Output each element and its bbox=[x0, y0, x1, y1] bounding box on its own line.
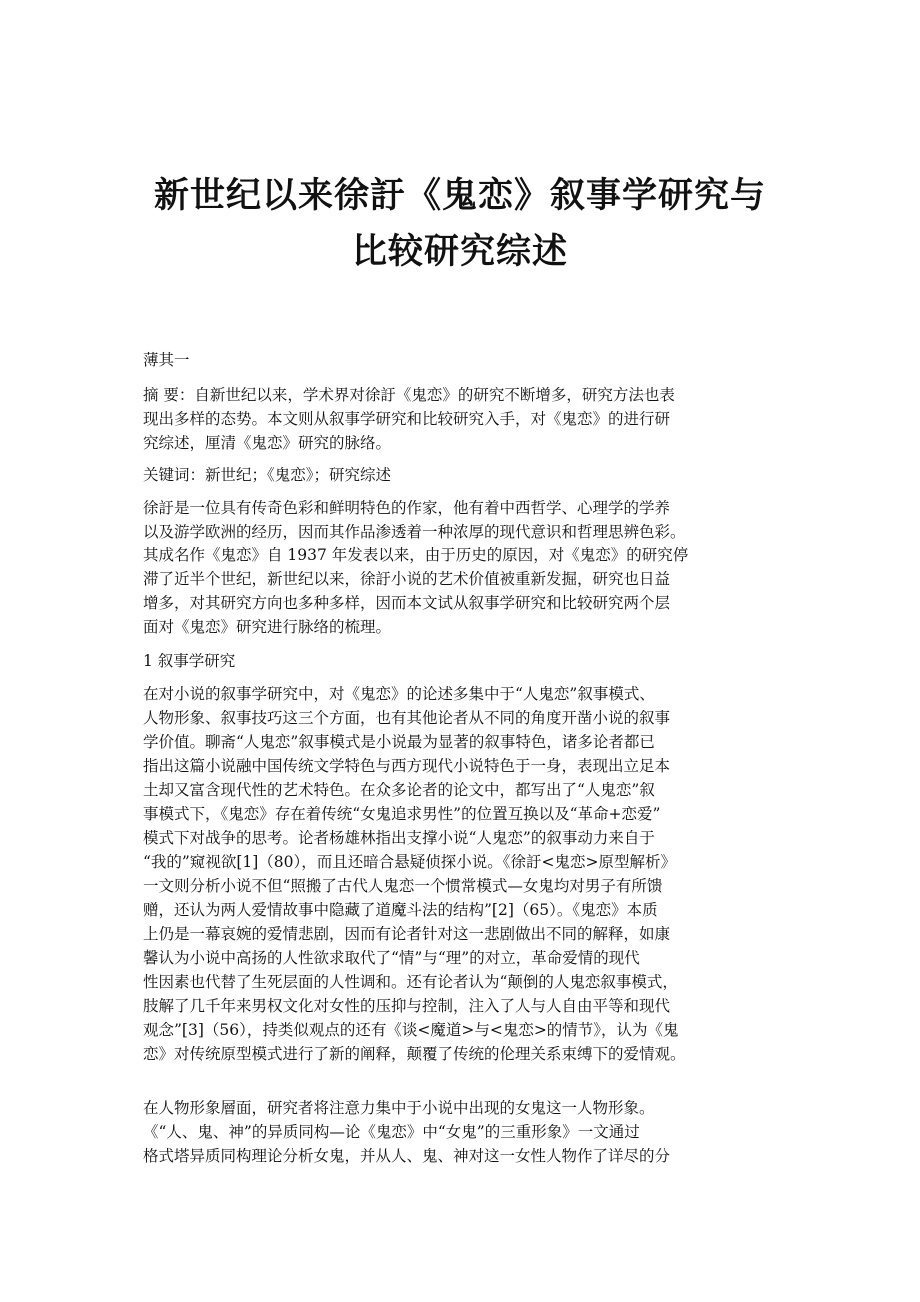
paragraph-line: 指出这篇小说融中国传统文学特色与西方现代小说特色于一身，表现出立足本 bbox=[143, 757, 671, 775]
paragraph-line: 赠，还认为两人爱情故事中隐藏了道魔斗法的结构”[2]（65）。《鬼恋》本质 bbox=[143, 901, 658, 919]
abstract-line: 现出多样的态势。本文则从叙事学研究和比较研究入手，对《鬼恋》的进行研 bbox=[143, 410, 671, 428]
keywords: 关键词：新世纪；《鬼恋》；研究综述 bbox=[143, 466, 392, 484]
title-line-1: 新世纪以来徐訏《鬼恋》叙事学研究与 bbox=[153, 175, 766, 216]
paragraph-line: 以及游学欧洲的经历，因而其作品渗透着一种浓厚的现代意识和哲理思辨色彩。 bbox=[143, 523, 686, 541]
paragraph-line: 面对《鬼恋》研究进行脉络的梳理。 bbox=[143, 618, 392, 636]
paragraph-line: 恋》对传统原型模式进行了新的阐释，颠覆了传统的伦理关系束缚下的爱情观。 bbox=[143, 1045, 686, 1063]
paragraph-line: 格式塔异质同构理论分析女鬼，并从人、鬼、神对这一女性人物作了详尽的分 bbox=[143, 1147, 671, 1165]
paragraph-line: 滞了近半个世纪，新世纪以来，徐訏小说的艺术价值被重新发掘，研究也日益 bbox=[143, 570, 671, 588]
paragraph-line: 在对小说的叙事学研究中，对《鬼恋》的论述多集中于“人鬼恋”叙事模式、 bbox=[143, 685, 655, 703]
paragraph-line: “我的”窥视欲[1]（80），而且还暗合悬疑侦探小说。《徐訏<鬼恋>原型解析》 bbox=[143, 853, 677, 871]
paragraph-line: 上仍是一幕哀婉的爱情悲剧，因而有论者针对这一悲剧做出不同的解释，如康 bbox=[143, 925, 671, 943]
paragraph-line: 在人物形象層面，研究者将注意力集中于小说中出现的女鬼这一人物形象。 bbox=[143, 1099, 655, 1117]
paragraph-line: 事模式下，《鬼恋》存在着传统“女鬼追求男性”的位置互换以及“革命+恋爱” bbox=[143, 805, 661, 823]
paragraph-line: 增多，对其研究方向也多种多样，因而本文试从叙事学研究和比较研究两个层 bbox=[143, 594, 671, 612]
section-heading: 1 叙事学研究 bbox=[143, 652, 236, 670]
paragraph-line: 一文则分析小说不但“照搬了古代人鬼恋一个惯常模式—女鬼均对男子有所馈 bbox=[143, 877, 663, 895]
abstract-line: 究综述，厘清《鬼恋》研究的脉络。 bbox=[143, 434, 392, 452]
paragraph-line: 性因素也代替了生死层面的人性调和。还有论者认为“颠倒的人鬼恋叙事模式， bbox=[143, 973, 678, 991]
paragraph-line: 徐訏是一位具有传奇色彩和鲜明特色的作家，他有着中西哲学、心理学的学养 bbox=[143, 499, 671, 517]
author-name: 薄其一 bbox=[143, 351, 190, 369]
abstract-line: 摘 要：自新世纪以来，学术界对徐訏《鬼恋》的研究不断增多，研究方法也表 bbox=[143, 386, 675, 404]
page-title bbox=[120, 168, 800, 280]
paragraph-line: 土却又富含现代性的艺术特色。在众多论者的论文中，都写出了“人鬼恋”叙 bbox=[143, 781, 655, 799]
paragraph-line: 学价值。聊斋“人鬼恋”叙事模式是小说最为显著的叙事特色，诸多论者都已 bbox=[143, 733, 655, 751]
paragraph-line: 肢解了几千年来男权文化对女性的压抑与控制，注入了人与人自由平等和现代 bbox=[143, 997, 671, 1015]
paragraph-line: 人物形象、叙事技巧这三个方面，也有其他论者从不同的角度开凿小说的叙事 bbox=[143, 709, 671, 727]
paragraph-line: 观念”[3]（56），持类似观点的还有《谈<魔道>与<鬼恋>的情节》，认为《鬼 bbox=[143, 1021, 679, 1039]
paragraph-line: 模式下对战争的思考。论者杨雄林指出支撑小说“人鬼恋”的叙事动力来自于 bbox=[143, 829, 655, 847]
paragraph-line: 其成名作《鬼恋》自 1937 年发表以来，由于历史的原因，对《鬼恋》的研究停 bbox=[143, 546, 689, 564]
paragraph-line: 《“人、鬼、神”的异质同构—论《鬼恋》中“女鬼”的三重形象》一文通过 bbox=[143, 1123, 640, 1141]
title-line-2: 比较研究综述 bbox=[351, 231, 568, 272]
paragraph-line: 馨认为小说中高扬的人性欲求取代了“情”与“理”的对立，革命爱情的现代 bbox=[143, 949, 640, 967]
